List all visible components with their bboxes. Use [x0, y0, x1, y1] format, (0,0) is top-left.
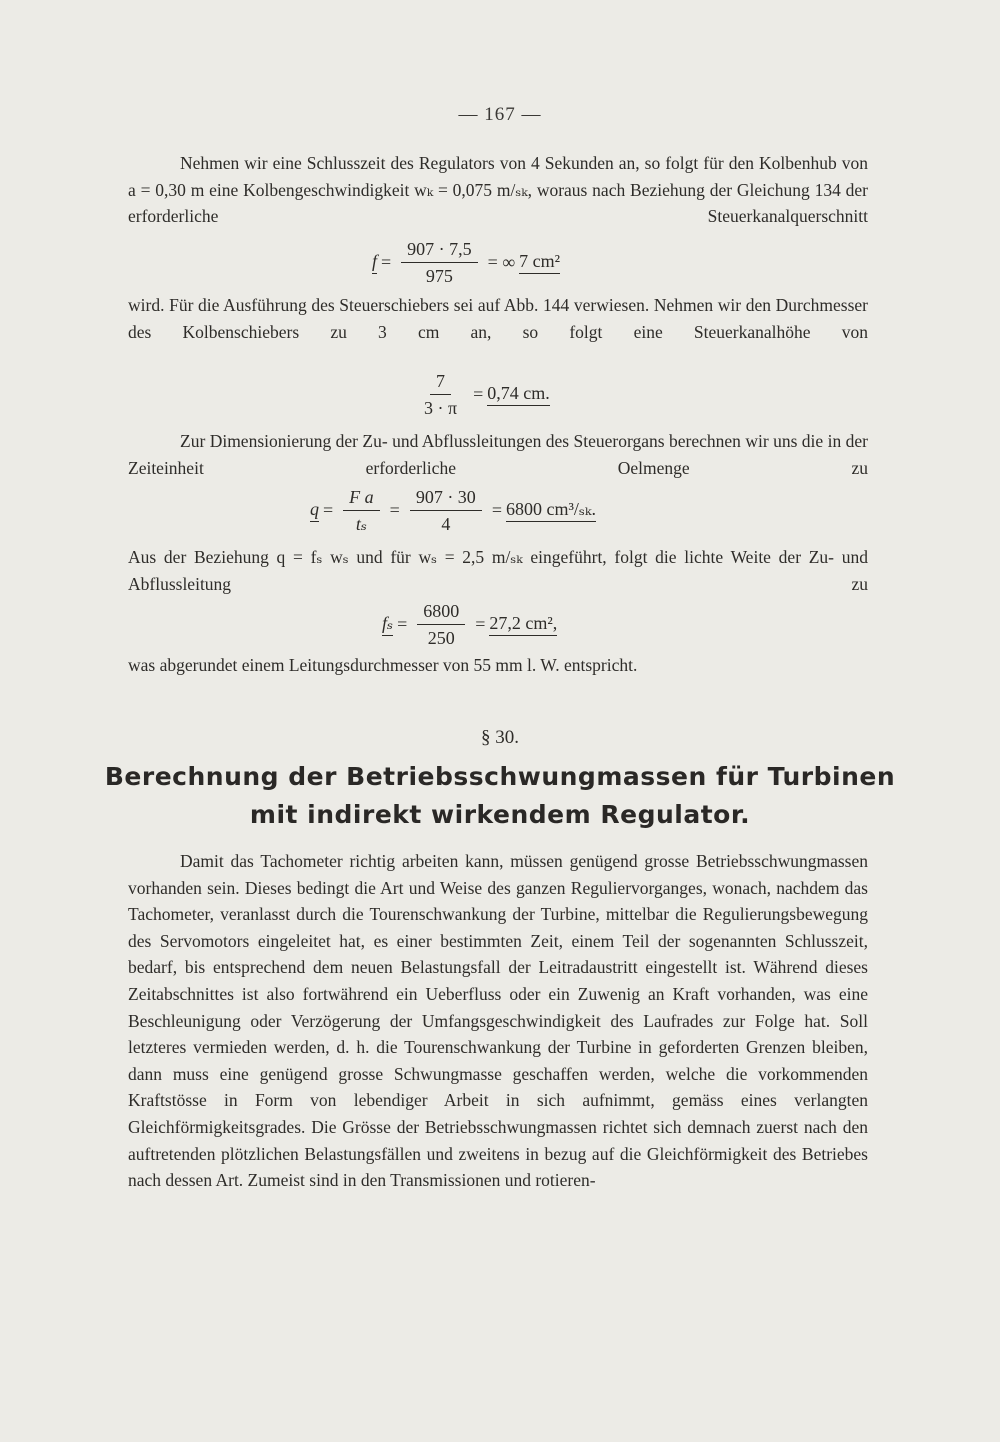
eq1-fraction — [401, 238, 478, 287]
paragraph-steuerschieber: wird. Für die Ausführung des Steuerschiebers sei auf Abb. 144 verwiesen. Nehmen wir den Durchmesser des Kolbenschiebers zu 3 cm an, so folgt eine Steuerkanalhöhe von — [128, 295, 868, 342]
section-heading-line-1: Berechnung der Betriebsschwungmassen für Turbinen — [104, 762, 896, 791]
eq3-frac2-denominator: 4 — [441, 514, 451, 534]
equation-lichte-weite — [382, 600, 557, 649]
page-number: — 167 — — [458, 104, 542, 125]
eq3-frac1-numerator: F a — [343, 486, 380, 511]
paragraph-leitungsdurchmesser: was abgerundet einem Leitungsdurchmesser von 55 mm l. W. entspricht. — [128, 655, 638, 675]
eq3-equals-3: = — [491, 500, 502, 520]
eq1-result: 7 cm² — [519, 251, 560, 274]
eq3-fraction-2 — [410, 486, 482, 535]
eq4-numerator: 6800 — [417, 600, 465, 625]
eq2-numerator: 7 — [430, 370, 451, 395]
eq2-denominator: 3 · π — [424, 398, 458, 418]
eq3-frac2-numerator: 907 · 30 — [410, 486, 482, 511]
equation-steuerkanalhoehe — [412, 370, 550, 419]
eq3-fraction-1 — [343, 486, 380, 535]
eq4-equals-1: = — [397, 614, 408, 634]
eq4-equals-2: = — [475, 614, 486, 634]
eq1-lhs: f — [372, 251, 377, 274]
section-number: § 30. — [481, 727, 519, 748]
paragraph-oelmenge: Zur Dimensionierung der Zu- und Abflussleitungen des Steuerorgans berechnen wir uns die in der Zeiteinheit erforderliche Oelmenge zu — [128, 431, 868, 478]
eq3-equals-2: = — [389, 500, 400, 520]
eq2-fraction — [418, 370, 463, 419]
eq2-result: 0,74 cm. — [487, 383, 550, 406]
eq4-denominator: 250 — [427, 628, 455, 648]
paragraph-betriebsschwungmassen: Damit das Tachometer richtig arbeiten kann, müssen genügend grosse Betriebsschwungmassen vorhanden sein. Dieses bedingt die Art und Weise des ganzen Reguliervorganges, wonach, nachdem das Tachometer, veranlasst durch die Tourenschwankung der Turbine, mittelbar die Regulierungsbewegung des Servomotors eingeleitet hat, es einer bestimmten Zeit, einem Teil der sogenannten Schlusszeit, bedarf, bis entsprechend dem neuen Belastungsfall der Leitradaustritt eingestellt ist. Während dieses Zeitabschnittes ist also fortwährend ein Ueberfluss oder ein Zuwenig an Kraft vorhanden, was eine Beschleunigung oder Verzögerung der Umfangsgeschwindigkeit des Laufrades zur Folge hat. Soll letzteres vermieden werden, d. h. die Tourenschwankung der Turbine in geforderten Grenzen bleiben, dann muss eine genügend grosse Schwungmasse geschaffen werden, welche die vorkommenden Kraftstösse in Form von lebendiger Arbeit in sich aufnimmt, gemäss eines verlangten Gleichförmigkeitsgrades. Die Grösse der Betriebsschwungmassen richtet sich demnach zuerst nach den auftretenden plötzlichen Belastungsfällen und zweitens in bezug auf die Gleichförmigkeit des Betriebes nach dessen Art. Zumeist sind in den Transmissionen und rotieren- — [128, 851, 868, 1191]
paragraph-schlusszeit: Nehmen wir eine Schlusszeit des Regulators von 4 Sekunden an, so folgt für den Kolbenhub von a = 0,30 m eine Kolbengeschwindigkeit wₖ = 0,075 m/ₛₖ, woraus nach Beziehung der Gleichung 134 der erforderliche Steuerkanalquerschnitt — [128, 153, 868, 227]
eq3-lhs: q — [310, 499, 319, 522]
eq1-equals: = — [381, 252, 392, 272]
paragraph-lichte-weite: Aus der Beziehung q = fₛ wₛ und für wₛ = 2,5 m/ₛₖ eingeführt, folgt die lichte Weite der Zu- und Abflussleitung zu — [128, 547, 868, 594]
equation-oelmenge — [310, 486, 596, 535]
eq1-numerator: 907 · 7,5 — [401, 238, 478, 263]
eq2-equals: = — [473, 384, 484, 404]
section-heading-line-2: mit indirekt wirkendem Regulator. — [249, 800, 751, 829]
eq3-frac1-denominator: tₛ — [355, 514, 367, 534]
eq1-denominator: 975 — [425, 266, 453, 286]
eq4-fraction — [417, 600, 465, 649]
eq1-approx: = ∞ — [487, 252, 516, 272]
equation-steuerkanalquerschnitt — [372, 238, 560, 287]
eq4-lhs: fₛ — [382, 613, 393, 636]
eq3-equals-1: = — [323, 500, 334, 520]
eq4-result: 27,2 cm², — [489, 613, 557, 636]
eq3-result: 6800 cm³/ₛₖ. — [506, 499, 596, 522]
